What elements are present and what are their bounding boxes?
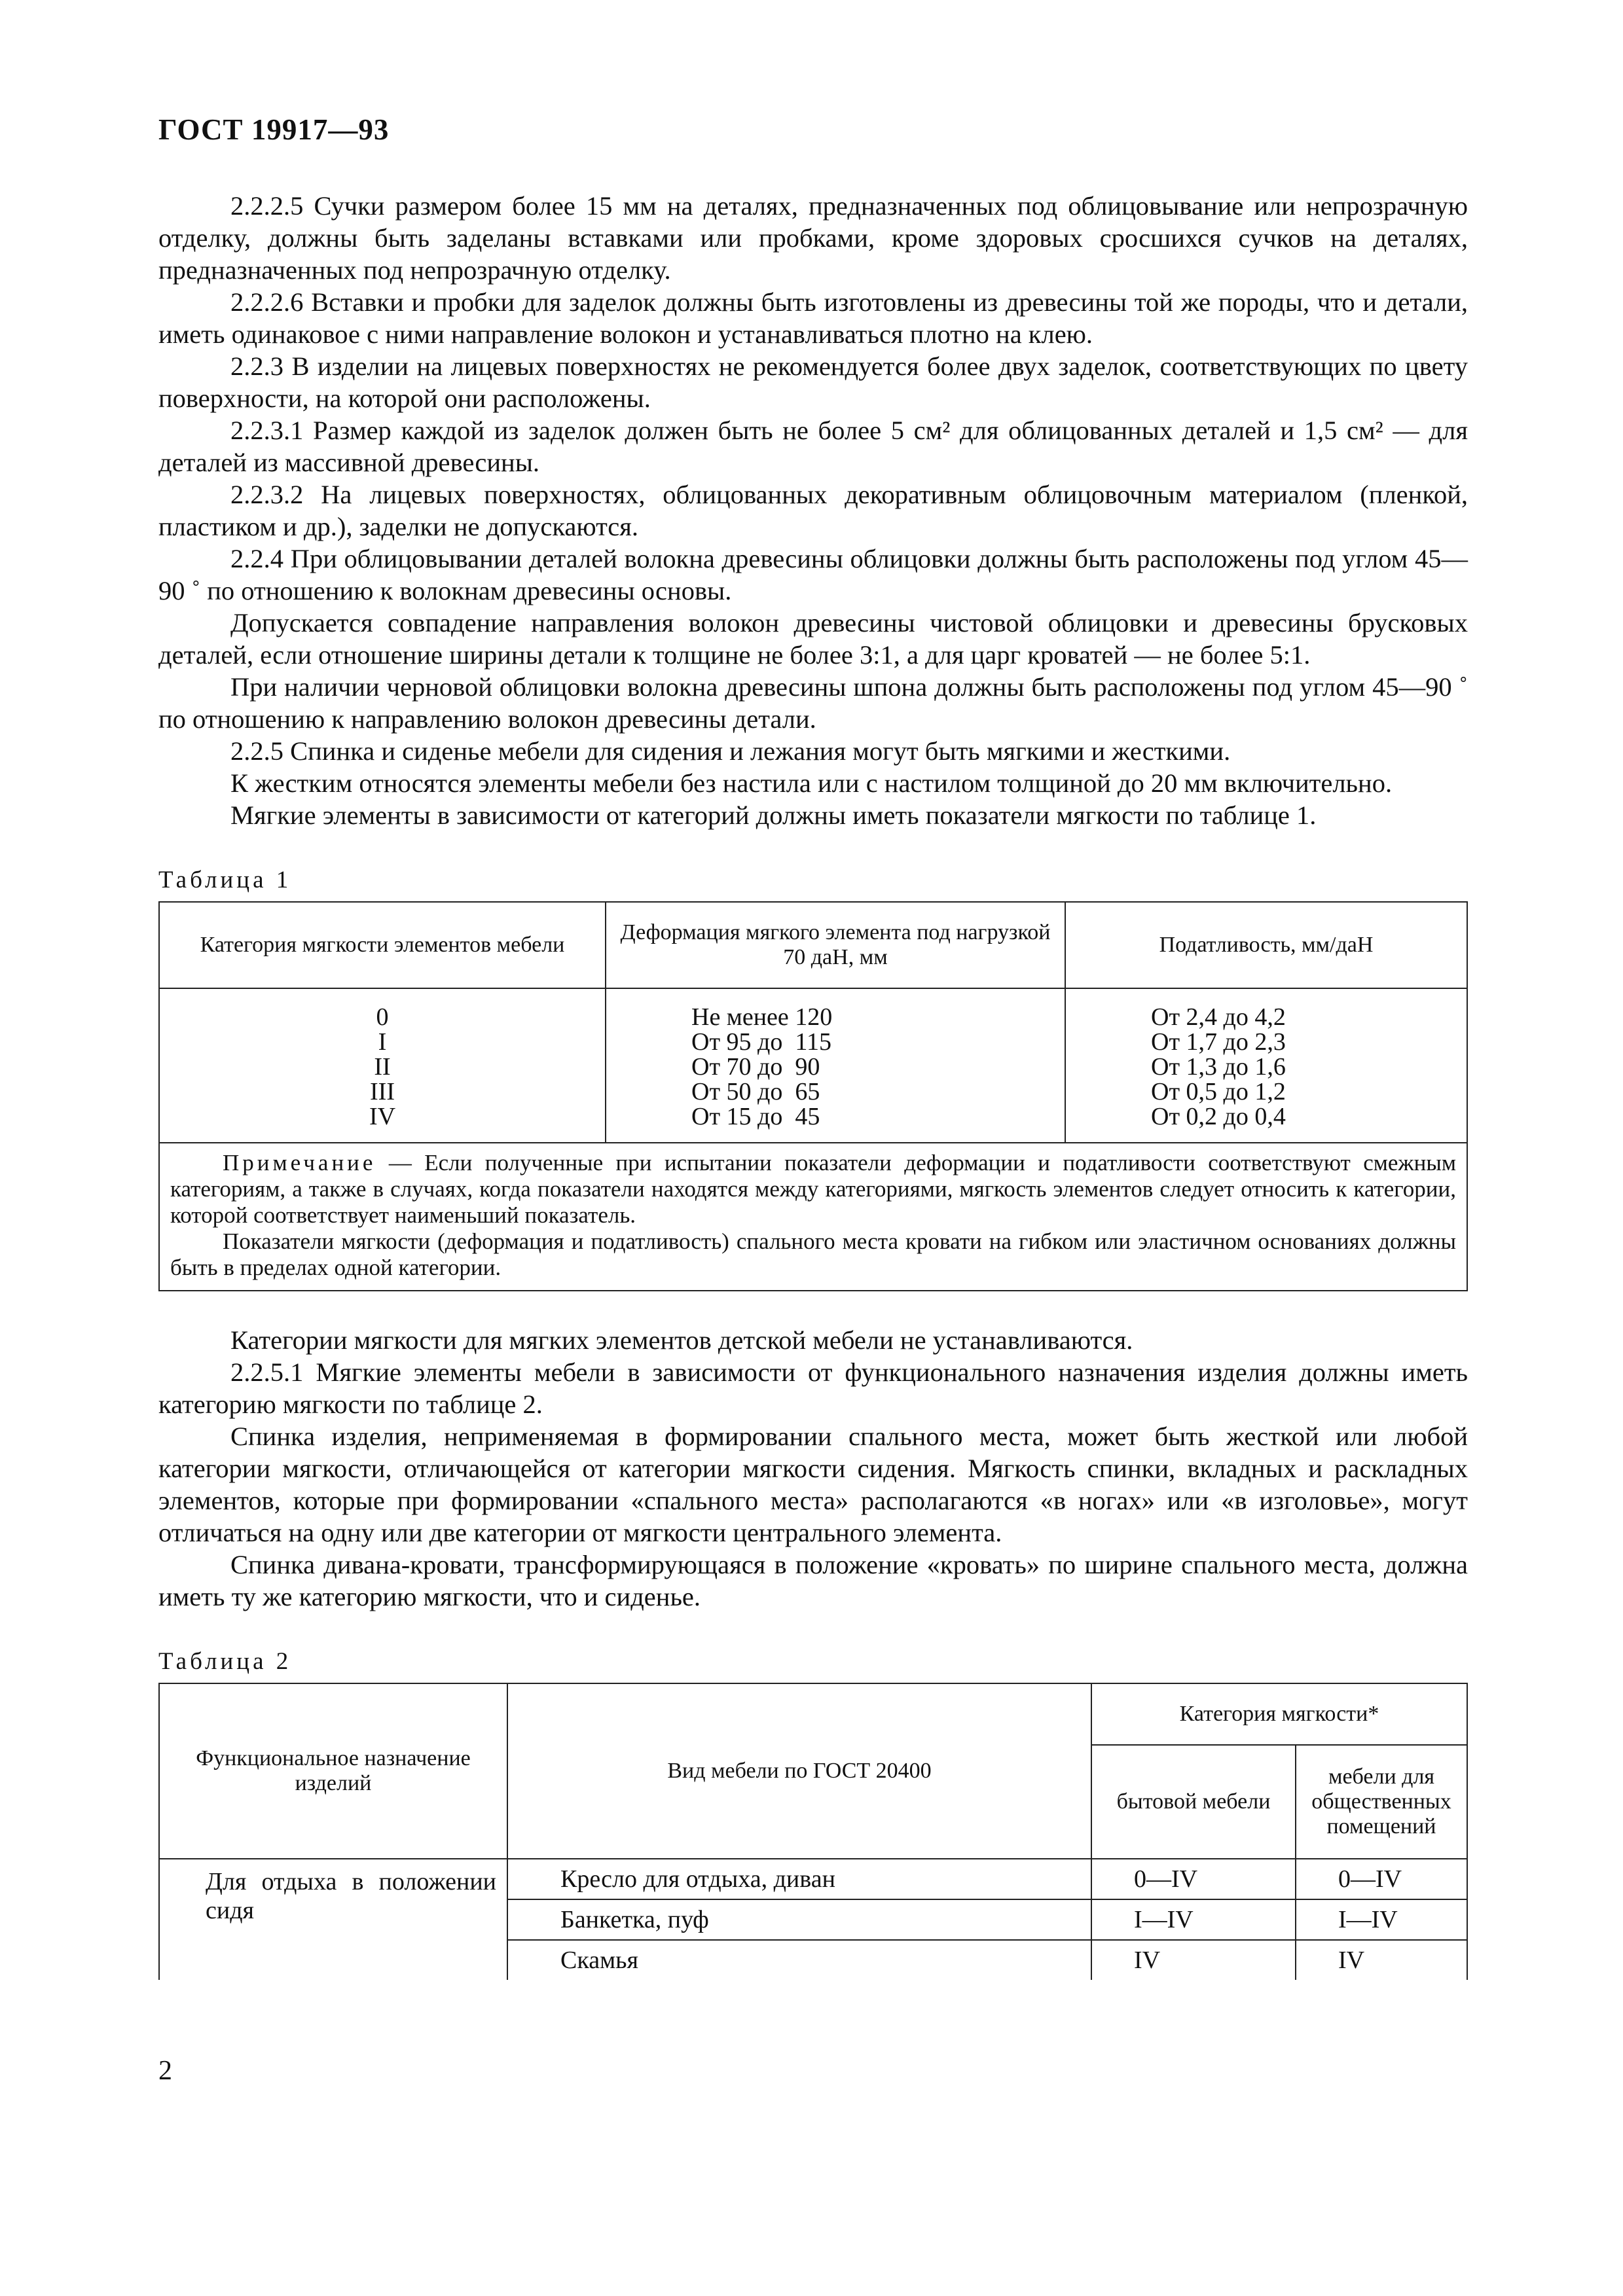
paragraph: 2.2.4 При облицовывании деталей волокна древесины облицовки должны быть расположены под углом 45—90 ˚ по отношению к волокнам древесины основы. bbox=[158, 544, 1468, 605]
paragraph: Спинка дивана-кровати, трансформирующаяся в положение «кровать» по ширине спального места, должна иметь ту же категорию мягкости, что и сиденье. bbox=[158, 1550, 1468, 1611]
paragraph: 2.2.2.5 Сучки размером более 15 мм на деталях, предназначенных под облицовывание или непрозрачную отделку, должны быть заделаны вставками или пробками, кроме здоровых сросшихся сучков на деталях, предназначенных под непрозрачную отделку. bbox=[158, 191, 1468, 285]
document-header: ГОСТ 19917—93 bbox=[158, 113, 390, 146]
paragraph: При наличии черновой облицовки волокна древесины шпона должны быть расположены под углом 45—90 ˚ по отношению к направлению волокон древесины детали. bbox=[158, 672, 1468, 734]
table2-household: 0—IV bbox=[1091, 1859, 1296, 1899]
paragraph: 2.2.3.1 Размер каждой из заделок должен быть не более 5 см² для облицованных деталей и 1,5 см² — для деталей из массивной древесины. bbox=[158, 416, 1468, 477]
page-body bbox=[158, 190, 1468, 1980]
note-text-2: Показатели мягкости (деформация и податливость) спального места кровати на гибком или эластичном основаниях должны быть в пределах одной категории. bbox=[170, 1229, 1456, 1280]
furniture-category-table bbox=[158, 1683, 1468, 1980]
paragraph: 2.2.2.6 Вставки и пробки для заделок должны быть изготовлены из древесины той же породы, что и детали, иметь одинаковое с ними направление волокон и устанавливаться плотно на клею. bbox=[158, 287, 1468, 349]
table1-note bbox=[159, 1143, 1467, 1291]
table1-compliance: От 2,4 до 4,2 От 1,7 до 2,3 От 1,3 до 1,6 От 0,5 до 1,2 От 0,2 до 0,4 bbox=[1065, 988, 1467, 1143]
table1-header-compliance: Податливость, мм/даН bbox=[1065, 902, 1467, 988]
paragraph: Мягкие элементы в зависимости от категорий должны иметь показатели мягкости по таблице 1. bbox=[230, 800, 1317, 830]
table1-deformation: Не менее 120 От 95 до 115 От 70 до 90 От 50 до 65 От 15 до 45 bbox=[606, 988, 1065, 1143]
table1-caption: Таблица 1 bbox=[158, 867, 292, 893]
table1-header-deformation: Деформация мягкого элемента под нагрузкой 70 даН, мм bbox=[606, 902, 1065, 988]
table2-public: I—IV bbox=[1296, 1899, 1467, 1940]
table2-household: I—IV bbox=[1091, 1899, 1296, 1940]
table2-type: Кресло для отдыха, диван bbox=[507, 1859, 1091, 1899]
table2-header-function: Функциональное назначение изделий bbox=[159, 1683, 507, 1859]
table2-public: IV bbox=[1296, 1940, 1467, 1980]
paragraph: 2.2.3 В изделии на лицевых поверхностях не рекомендуется более двух заделок, соответствующих по цвету поверхности, на которой они расположены. bbox=[158, 351, 1468, 413]
table2-household: IV bbox=[1091, 1940, 1296, 1980]
table2-header-household: бытовой мебели bbox=[1091, 1745, 1296, 1859]
table2-type: Банкетка, пуф bbox=[507, 1899, 1091, 1940]
table1-header-category: Категория мягкости элементов мебели bbox=[159, 902, 606, 988]
paragraph: Спинка изделия, неприменяемая в формировании спального места, может быть жесткой или любой категории мягкости, отличающейся от категории мягкости сидения. Мягкость спинки, вкладных и раскладных элементов, которые при формировании «спального места» располагаются «в ногах» или «в изголовье», могут отличаться на одну или две категории от мягкости центрального элемента. bbox=[158, 1422, 1468, 1547]
paragraph: 2.2.5 Спинка и сиденье мебели для сидения и лежания могут быть мягкими и жесткими. bbox=[230, 736, 1231, 766]
table2-header-public: мебели для общественных помещений bbox=[1296, 1745, 1467, 1859]
table2-header-category: Категория мягкости* bbox=[1091, 1683, 1467, 1745]
note-label: Примечание bbox=[223, 1150, 376, 1175]
paragraph: 2.2.5.1 Мягкие элементы мебели в зависимости от функционального назначения изделия должны иметь категорию мягкости по таблице 2. bbox=[158, 1357, 1468, 1419]
table2-caption: Таблица 2 bbox=[158, 1648, 292, 1675]
note-text: — Если полученные при испытании показатели деформации и податливости соответствуют смежным категориям, а также в случаях, когда показатели находятся между категориями, мягкость элементов следует относить к категории, которой соответствует наименьший показатель. bbox=[170, 1150, 1456, 1228]
table1-categories: 0 I II III IV bbox=[159, 988, 606, 1143]
paragraph: 2.2.3.2 На лицевых поверхностях, облицованных декоративным облицовочным материалом (пленкой, пластиком и др.), заделки не допускаются. bbox=[158, 480, 1468, 541]
softness-table bbox=[158, 901, 1468, 1291]
paragraph: Допускается совпадение направления волокон древесины чистовой облицовки и древесины брусковых деталей, если отношение ширины детали к толщине не более 3:1, а для царг кроватей — не более 5:1. bbox=[158, 608, 1468, 670]
table2-type: Скамья bbox=[507, 1940, 1091, 1980]
paragraph: К жестким относятся элементы мебели без настила или с настилом толщиной до 20 мм включительно. bbox=[230, 768, 1393, 798]
paragraph: Категории мягкости для мягких элементов детской мебели не устанавливаются. bbox=[230, 1325, 1133, 1355]
table2-func-group: Для отдыха в положении сидя bbox=[159, 1859, 507, 1980]
page-number: 2 bbox=[158, 2056, 172, 2086]
table2-public: 0—IV bbox=[1296, 1859, 1467, 1899]
table2-header-type: Вид мебели по ГОСТ 20400 bbox=[507, 1683, 1091, 1859]
